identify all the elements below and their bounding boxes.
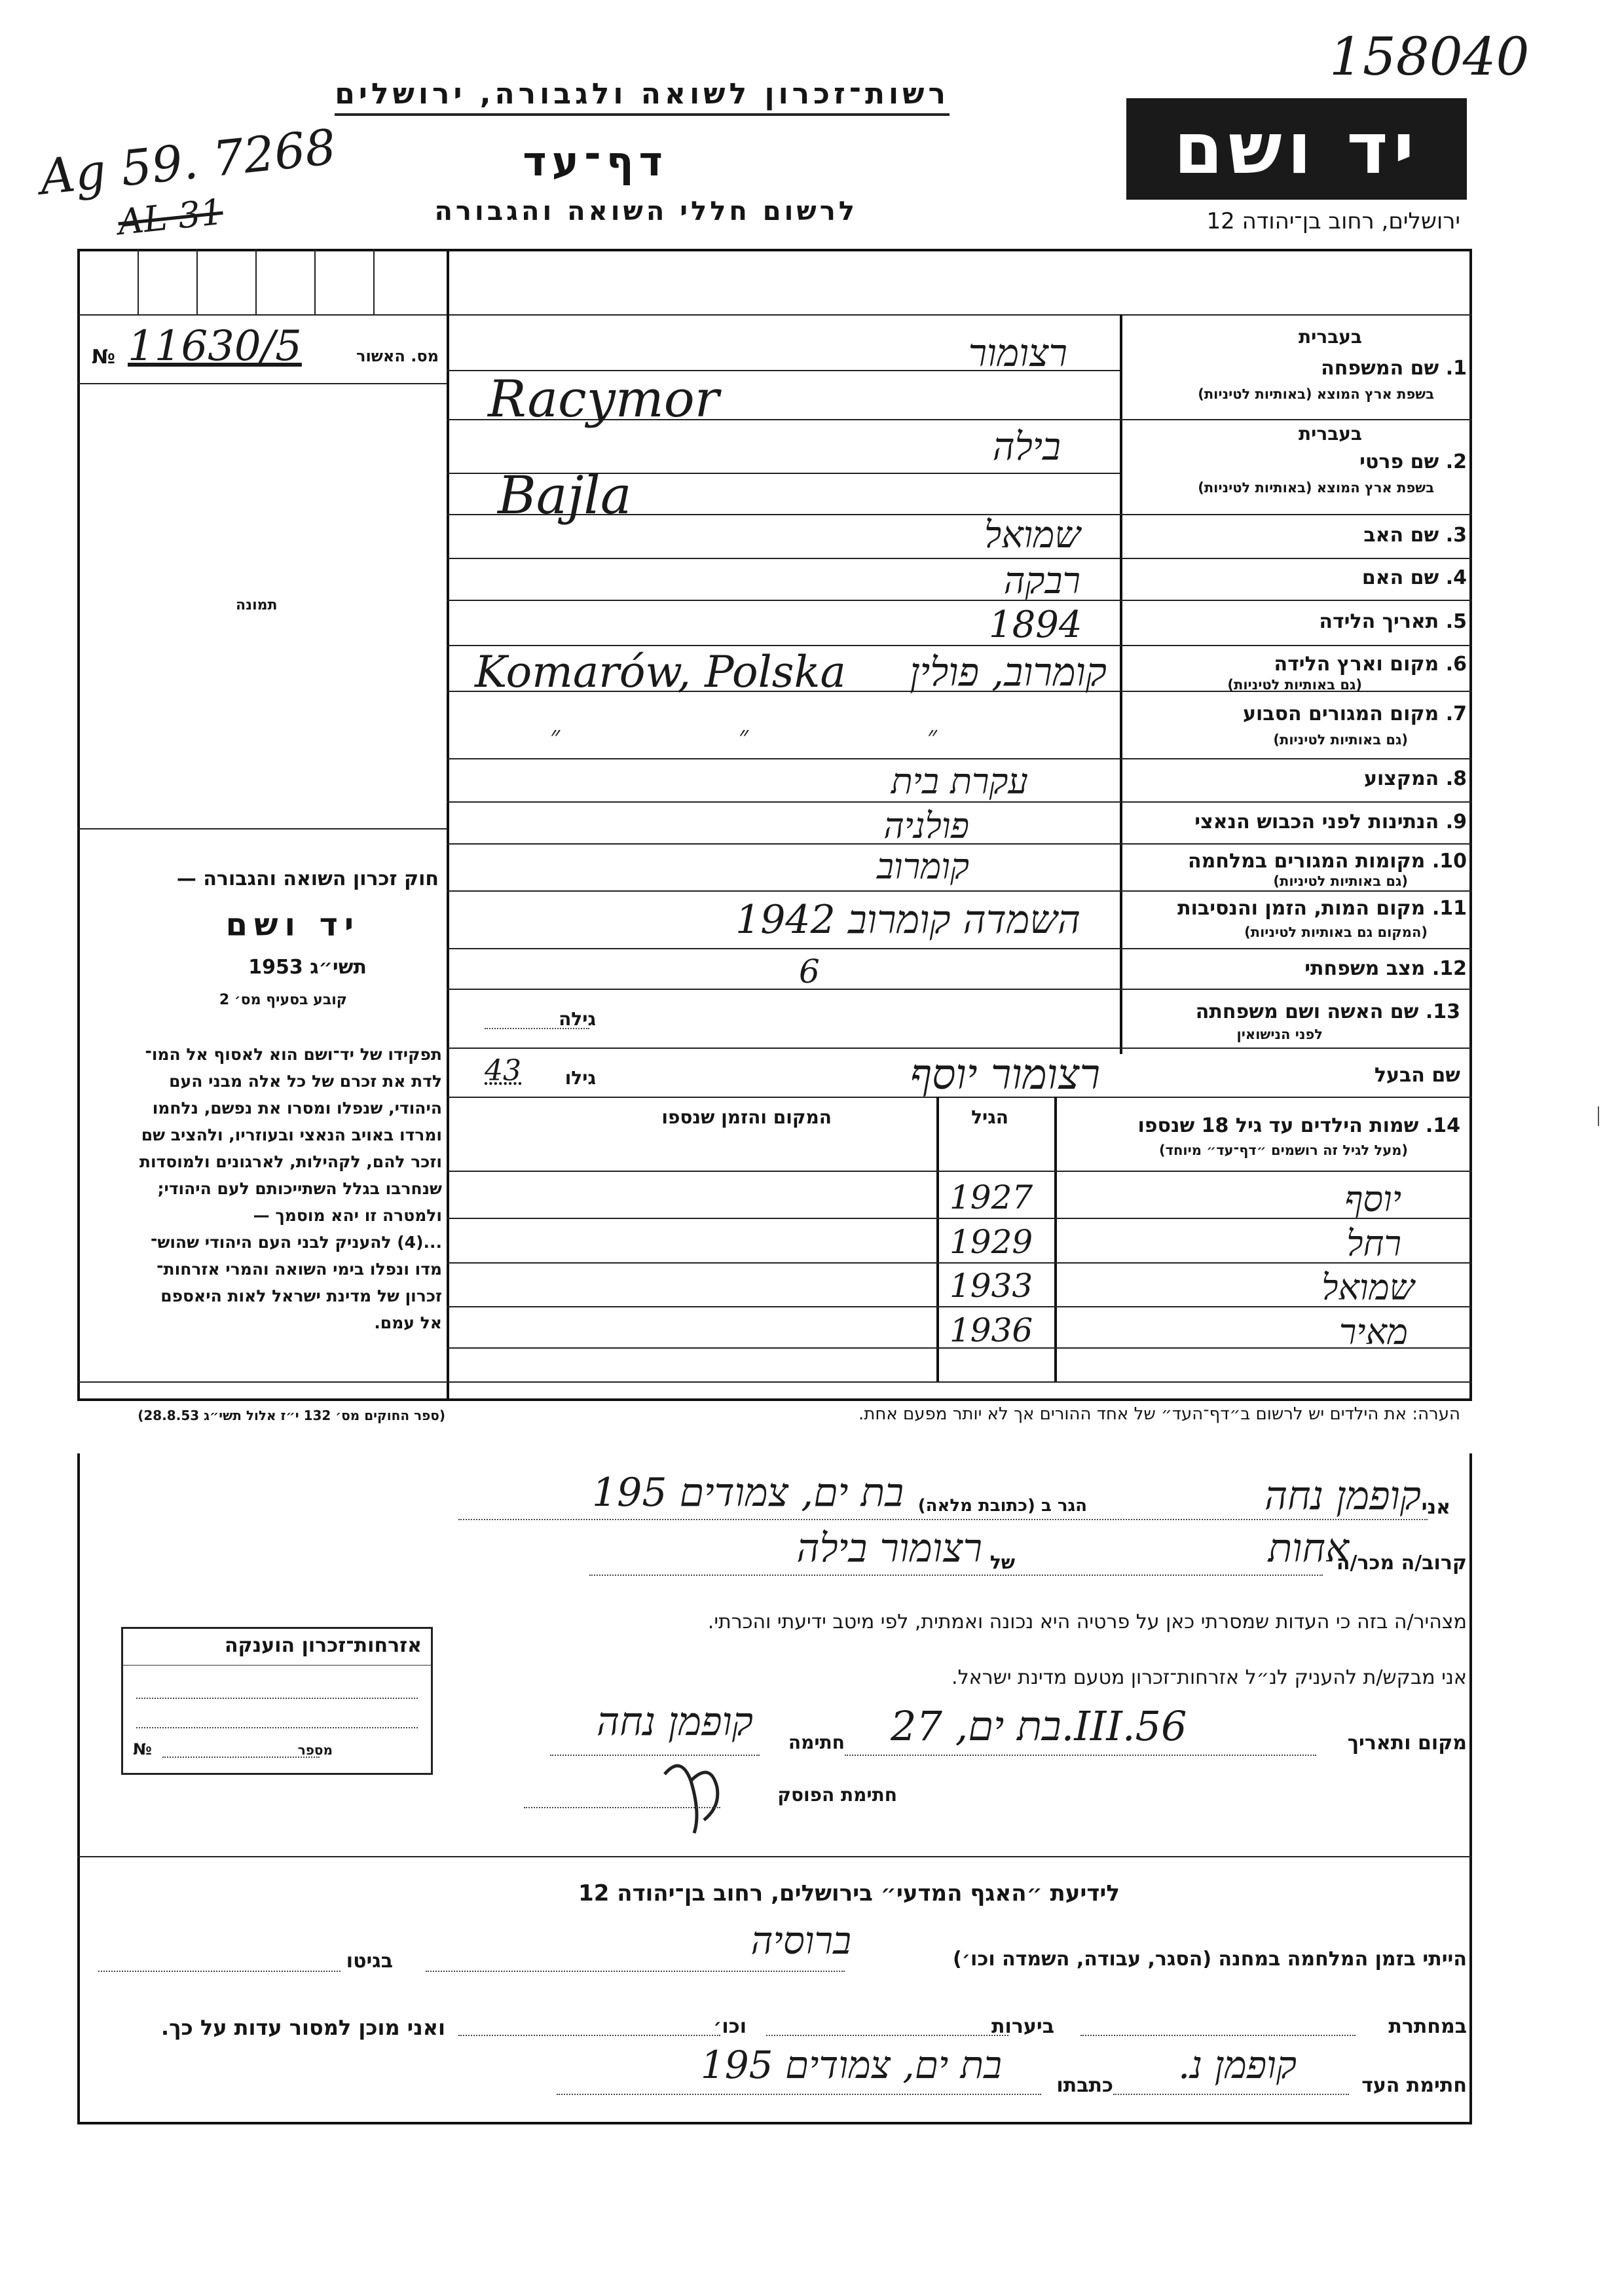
field-13-num: 13. [1425, 1000, 1460, 1023]
firstname-latin: Bajla [498, 465, 632, 526]
children-place-header: המקום והזמן שנספו [661, 1106, 832, 1128]
form-title: דף־עד [523, 137, 668, 185]
official-signature-label: חתימת הפוסק [777, 1784, 897, 1806]
field-11-label [1177, 897, 1467, 920]
field-6-num: 6. [1445, 653, 1467, 676]
declarant-i-label: אני [1421, 1496, 1450, 1519]
citizenship-number-label: מספר [297, 1742, 333, 1758]
children-title-text: שמות הילדים עד גיל 18 שנספו [1137, 1114, 1419, 1137]
address: ירושלים, רחוב בן־יהודה 12 [1206, 208, 1460, 234]
children-note: (מעל לגיל זה רושמים ״דף־עד״ מיוחד) [1159, 1142, 1408, 1158]
field-2-num: 2. [1445, 450, 1467, 473]
of-value: רצומור בילה [796, 1525, 982, 1571]
law-text-line: תפקידו של יד־ושם הוא לאסוף אל המו־ [145, 1045, 442, 1064]
law-text-line: ולמטרה זו יהא מוסמך — [253, 1206, 442, 1225]
of-label: של [989, 1552, 1015, 1573]
field-3-label [1363, 524, 1467, 547]
authority-name: רשות־זכרון לשואה ולגבורה, ירושלים [335, 77, 950, 116]
law-year: תשי״ג 1953 [248, 956, 367, 979]
place-date-value: בת ים, 27.III.56 [891, 1702, 1187, 1750]
citizenship-title: אזרחות־זכרון הוענקה [224, 1634, 422, 1657]
declarant-address: בת ים, צמודים 195 [592, 1470, 904, 1516]
field-1-label-text: שם המשפחה [1321, 357, 1439, 380]
field-7-num: 7. [1445, 702, 1467, 725]
declarant-name: קופמן נחה [1264, 1473, 1421, 1519]
law-clause: קובע בסעיף מס׳ 2 [219, 992, 347, 1008]
law-text-line: ...(4) להעניק לבני העם היהודי שהוש־ [150, 1233, 442, 1252]
occupation: עקרת בית [891, 761, 1028, 802]
children-title [1137, 1114, 1460, 1137]
field-4-label [1362, 566, 1467, 589]
official-signature-scribble [655, 1755, 740, 1840]
field-6-label [1274, 653, 1467, 676]
citizenship-no-symbol: № [133, 1740, 152, 1758]
archive-reference: Ag 59. 7268 [37, 118, 339, 206]
field-4-label-text: שם האם [1361, 566, 1439, 589]
stamp-number: 158040 [1329, 26, 1530, 87]
husband-name: רצומור יוסף [910, 1051, 1100, 1099]
law-text-line: היהודי, שנפלו ומסרו את נפשם, נלחמו [152, 1099, 442, 1118]
signature-label: חתימה [788, 1732, 845, 1753]
field-11-label-text: מקום המות, הזמן והנסיבות [1177, 897, 1426, 920]
field-7-sub: (גם באותיות לטיניות) [1273, 732, 1408, 748]
field-7-label-text: מקום המגורים הסבוע [1243, 702, 1439, 725]
husband-age: 43 [485, 1054, 521, 1087]
field-5-label [1319, 610, 1467, 633]
birthplace-latin: Komarów, Polska [475, 647, 846, 697]
field-10-label [1188, 850, 1467, 873]
field-1-label [1321, 357, 1467, 380]
residence-ditto: ״ ״ ״ [550, 721, 938, 751]
law-text-line: זכרון של מדינת ישראל לאות היאספם [160, 1286, 442, 1305]
law-text-line: ומרדו באויב הנאצי ובעוזריו, ולהציב שם [141, 1125, 442, 1144]
field-13-label-text: שם האשה ושם משפחתה [1195, 1000, 1419, 1023]
husband-label: שם הבעל [1374, 1064, 1460, 1087]
archive-reference-2: AL 31 [116, 191, 225, 244]
ghetto-label: בגיטו [346, 1950, 393, 1973]
field-1-sub: בשפת ארץ המוצא (באותיות לטיניות) [1198, 386, 1434, 402]
able-text: ואני מוכן למסור עדות על כך. [160, 2015, 445, 2040]
law-text [75, 1041, 442, 1336]
witness-address-label: כתבתו [1056, 2074, 1113, 2097]
declarant-signature: קופמן נחה [596, 1699, 753, 1745]
field-13-label [1196, 1000, 1460, 1023]
declarant-address-label: הגר ב (כתובת מלאה) [917, 1496, 1087, 1516]
law-text-line: שנחרבו בגלל השתייכותם לעם היהודי; [157, 1179, 442, 1198]
place-date-label: מקום ותאריך [1347, 1732, 1467, 1755]
child-2-year: 1929 [950, 1223, 1033, 1261]
forests-label: ביערות [991, 2015, 1054, 2038]
firstname-hebrew: בילה [992, 424, 1061, 469]
law-source: (ספר החוקים מס׳ 132 י״ז אלול תשי״ג 28.8.53) [138, 1408, 445, 1423]
field-8-label [1364, 767, 1467, 790]
field-11-sub: (המקום גם באותיות לטיניות) [1244, 924, 1428, 940]
child-4-year: 1936 [950, 1311, 1033, 1349]
child-2-name: רחל [1346, 1223, 1401, 1264]
law-text-line: לדת את זכרם של כל אלה מבני העם [169, 1072, 442, 1091]
remark: הערה: את הילדים יש לרשום ב״דף־העד״ של אחד ההורים אך לא יותר מפעם אחת. [858, 1404, 1460, 1424]
yad-vashem-logo [1126, 98, 1467, 200]
field-2-sub: בשפת ארץ המוצא (באותיות לטיניות) [1198, 480, 1434, 496]
form-subtitle: לרשום חללי השואה והגבורה [434, 196, 858, 227]
children-num: 14. [1425, 1114, 1460, 1137]
law-name: יד ושם [225, 907, 360, 943]
father-name: שמואל [984, 514, 1080, 556]
bottom-notice: לידיעת ״האגף המדעי״ בירושלים, רחוב בן־יהודה 12 [578, 1880, 1120, 1906]
witness-signature: קופמן נ. [1177, 2043, 1297, 2087]
child-3-year: 1933 [950, 1267, 1033, 1305]
wartime-residence: קומרוב [876, 846, 969, 887]
field-6-label-text: מקום וארץ הלידה [1274, 653, 1439, 676]
law-text-line: מדו ונפלו בימי השואה והמרי אזרחות־ [157, 1260, 442, 1279]
logo-text: יד ושם [1173, 108, 1420, 190]
declaration-text: מצהיר/ה בזה כי העדות שמסרתי כאן על פרטיה היא נכונה ואמתית, לפי מיטב ידיעתי והכרתי. [707, 1611, 1467, 1633]
field-8-label-text: המקצוע [1363, 767, 1439, 790]
witness-address: בת ים, צמודים 195 [700, 2043, 1002, 2087]
approval-number: 11630/5 [128, 322, 302, 371]
law-text-line: וזכר להם, לקהילות, לארגונים ולמוסדות [139, 1152, 442, 1171]
field-12-label-text: מצב משפחתי [1304, 957, 1426, 980]
surname-latin: Racymor [488, 370, 719, 429]
field-1-num: 1. [1445, 357, 1467, 380]
nationality: פולניה [883, 805, 969, 847]
field-3-num: 3. [1445, 524, 1467, 547]
child-1-year: 1927 [950, 1178, 1033, 1216]
relation-value: אחות [1268, 1525, 1349, 1571]
was-value: ברוסיה [750, 1918, 851, 1963]
scan-mark [1598, 1106, 1599, 1126]
death-place-circumstances: השמדה קומרוב 1942 [735, 897, 1080, 943]
field-5-num: 5. [1445, 610, 1467, 633]
field-2-label [1359, 450, 1467, 473]
field-13-sub: לפני הנישואין [1236, 1027, 1323, 1042]
field-9-label [1194, 811, 1467, 833]
law-title: חוק זכרון השואה והגבורה — [176, 867, 439, 890]
child-4-name: מאיר [1338, 1311, 1408, 1353]
field-6-sub: (גם באותיות לטיניות) [1227, 677, 1362, 693]
field-2-label-text: שם פרטי [1359, 450, 1439, 473]
field-2-lang-label: בעברית [1298, 423, 1362, 445]
relation-label: קרוב/ה מכר/ה [1336, 1552, 1467, 1575]
field-7-label [1243, 702, 1467, 725]
approval-no-symbol: № [92, 346, 116, 369]
birthplace-hebrew: קומרוב, פולין [910, 649, 1107, 695]
request-text: אני מבקש/ת להעניק לנ״ל אזרחות־זכרון מטעם מדינת ישראל. [951, 1666, 1467, 1689]
number-of-children: 6 [799, 953, 820, 991]
field-12-num: 12. [1431, 957, 1467, 980]
field-10-num: 10. [1431, 850, 1467, 873]
birth-date: 1894 [989, 604, 1082, 646]
field-4-num: 4. [1445, 566, 1467, 589]
citizenship-box [121, 1627, 433, 1775]
field-11-num: 11. [1431, 897, 1467, 920]
field-1-lang-label: בעברית [1298, 326, 1362, 348]
field-10-label-text: מקומות המגורים במלחמה [1188, 850, 1426, 873]
etc-label: וכו׳ [713, 2015, 747, 2038]
law-text-line: אל עמם. [374, 1313, 442, 1332]
wife-age-label: גילה [559, 1008, 596, 1030]
witness-signature-label: חתימת העד [1361, 2074, 1467, 2097]
husband-age-label: גילו [564, 1067, 596, 1089]
mother-name: רבקה [1003, 560, 1080, 602]
field-12-label [1304, 957, 1467, 980]
was-text: הייתי בזמן המלחמה במחנה (הסגר, עבודה, השמדה וכו׳) [953, 1948, 1467, 1971]
surname-hebrew: רצומור [968, 331, 1067, 375]
field-9-num: 9. [1445, 811, 1467, 833]
children-age-header: הגיל [971, 1106, 1008, 1128]
photo-label: תמונה [236, 597, 278, 613]
underground-label: במחתרת [1388, 2015, 1467, 2038]
field-3-label-text: שם האב [1363, 524, 1439, 547]
child-3-name: שמואל [1321, 1267, 1414, 1308]
field-5-label-text: תאריך הלידה [1319, 610, 1439, 633]
field-8-num: 8. [1445, 767, 1467, 790]
field-9-label-text: הנתינות לפני הכבוש הנאצי [1194, 811, 1439, 833]
approval-label: מס. האשור [356, 347, 439, 365]
child-1-name: יוסף [1344, 1178, 1401, 1220]
field-10-sub: (גם באותיות לטיניות) [1273, 873, 1408, 889]
